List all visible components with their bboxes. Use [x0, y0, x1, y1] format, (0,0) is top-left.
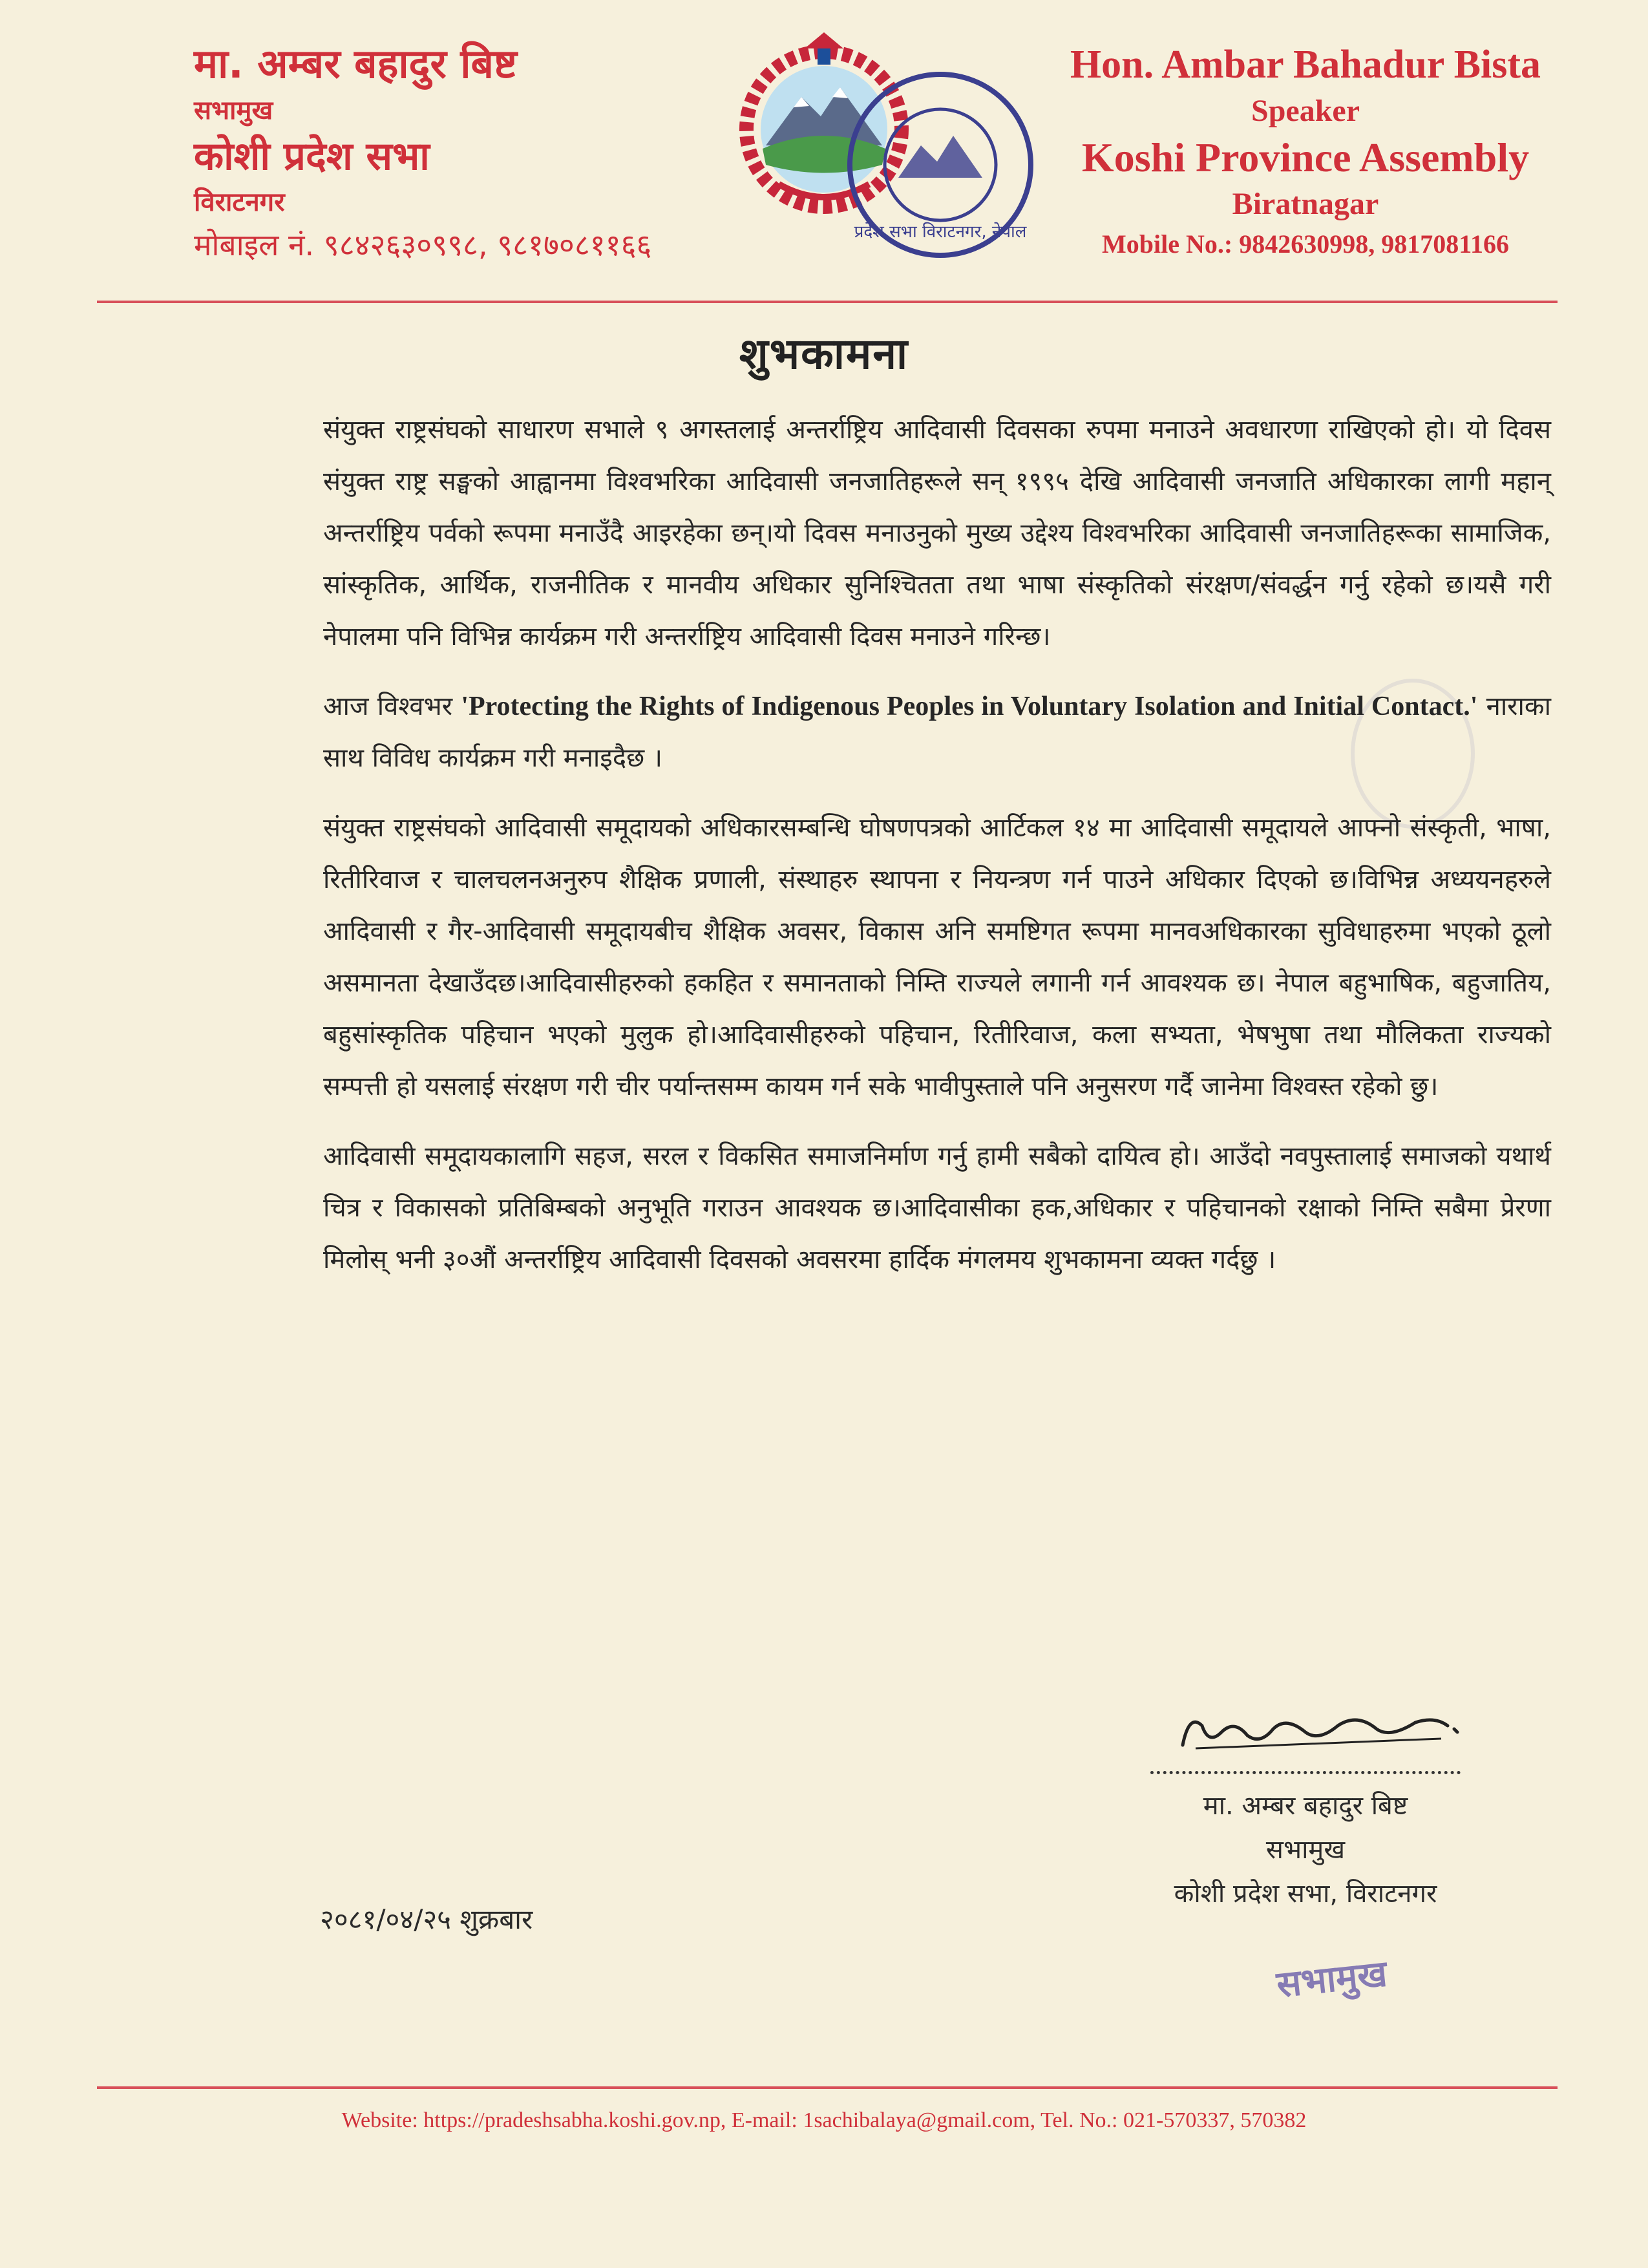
handwritten-signature — [1144, 1700, 1506, 1765]
signature-line — [1150, 1771, 1461, 1774]
header-left-role: सभामुख — [194, 96, 273, 125]
header-left-name: मा. अम्बर बहादुर बिष्ट — [194, 40, 518, 87]
header-right-role: Speaker — [1251, 94, 1360, 128]
header-divider — [97, 301, 1558, 303]
paragraph-2 — [323, 681, 1551, 784]
header-right-city: Biratnagar — [1232, 187, 1379, 221]
footer-divider — [97, 2086, 1558, 2089]
header-left-assembly: कोशी प्रदेश सभा — [194, 134, 430, 179]
speaker-stamp: सभामुख — [1274, 1953, 1389, 2006]
theme-quote: 'Protecting the Rights of Indigenous Peoples in Voluntary Isolation and Initial Contact.' — [461, 692, 1478, 721]
signatory-block — [1112, 1784, 1499, 1916]
header-left-city: विराटनगर — [194, 187, 285, 217]
header-right-assembly: Koshi Province Assembly — [1081, 134, 1530, 180]
paragraph-1: संयुक्त राष्ट्रसंघको साधारण सभाले ९ अगस्तलाई अन्तर्राष्ट्रिय आदिवासी दिवसका रुपमा मनाउने अवधारणा राखिएको हो। यो दिवस संयुक्त राष्ट्र सङ्घको आह्वानमा विश्वभरिका आदिवासी जनजातिहरूले सन् १९९५ देखि आदिवासी जनजाति अधिकारका लागी महान् अन्तर्राष्ट्रिय पर्वको रूपमा मनाउँदै आइरहेका छन्।यो दिवस मनाउनुको मुख्य उद्देश्य विश्वभरिका आदिवासी जनजातिहरूका सामाजिक, सांस्कृतिक, आर्थिक, राजनीतिक र मानवीय अधिकार सुनिश्चितता तथा भाषा संस्कृतिको संरक्षण/संवर्द्धन गर्नु रहेको छ।यसै गरी नेपालमा पनि विभिन्न कार्यक्रम गरी अन्तर्राष्ट्रिय आदिवासी दिवस मनाउने गरिन्छ। — [323, 415, 1551, 652]
signatory-name: मा. अम्बर बहादुर बिष्ट — [1203, 1791, 1408, 1821]
header-right-name: Hon. Ambar Bahadur Bista — [1070, 43, 1541, 87]
paragraph-2-suffix: नाराका साथ विविध कार्यक्रम गरी मनाइदैछ । — [323, 692, 1551, 773]
signatory-office: कोशी प्रदेश सभा, विराटनगर — [1174, 1879, 1437, 1909]
letter-date: २०८१/०४/२५ शुक्रबार — [320, 1903, 533, 1935]
assembly-seal-icon — [843, 68, 1037, 262]
letter-title: शुभकामना — [739, 329, 909, 379]
header-right — [1028, 37, 1583, 265]
header-left-mobile: मोबाइल नं. ९८४२६३०९९८, ९८१७०८११६६ — [194, 228, 652, 262]
seal-text: प्रदेश सभा विराटनगर, नेपाल — [854, 222, 1027, 242]
signatory-role: सभामुख — [1265, 1835, 1346, 1865]
letter-body — [323, 404, 1551, 1304]
paragraph-4: आदिवासी समूदायकालागि सहज, सरल र विकसित समाजनिर्माण गर्नु हामी सबैको दायित्व हो। आउँदो नवपुस्तालाई समाजको यथार्थ चित्र र विकासको प्रतिबिम्बको अनुभूति गराउन आवश्यक छ।आदिवासीका हक,अधिकार र पहिचानको रक्षाको निम्ति सबैमा प्रेरणा मिलोस् भनी ३०औं अन्तर्राष्ट्रिय आदिवासी दिवसको अवसरमा हार्दिक मंगलमय शुभकामना व्यक्त गर्दछु । — [323, 1141, 1551, 1275]
footer-contact: Website: https://pradeshsabha.koshi.gov.np, E-mail: 1sachibalaya@gmail.com, Tel. No.: 021-570337, 570382 — [341, 2108, 1307, 2132]
paragraph-3: संयुक्त राष्ट्रसंघको आदिवासी समूदायको अधिकारसम्बन्धि घोषणपत्रको आर्टिकल १४ मा आदिवासी समूदायले आफ्नो संस्कृती, भाषा, रितीरिवाज र चालचलनअनुरुप शैक्षिक प्रणाली, संस्थाहरु स्थापना र नियन्त्रण गर्न पाउने अधिकार दिएको छ।विभिन्न अध्ययनहरुले आदिवासी र गैर-आदिवासी समूदायबीच शैक्षिक अवसर, विकास अनि समष्टिगत रूपमा मानवअधिकारका सुविधाहरुमा भएको ठूलो असमानता देखाउँदछ।आदिवासीहरुको हकहित र समानताको निम्ति राज्यले लगानी गर्न आवश्यक छ। नेपाल बहुभाषिक, बहुजातिय, बहुसांस्कृतिक पहिचान भएको मुलुक हो।आदिवासीहरुको पहिचान, रितीरिवाज, कला सभ्यता, भेषभुषा तथा मौलिकता राज्यको सम्पत्ती हो यसलाई संरक्षण गरी चीर पर्यान्तसम्म कायम गर्न सके भावीपुस्ताले पनि अनुसरण गर्दै जानेमा विश्वस्त रहेको छु। — [323, 813, 1551, 1101]
paragraph-2-prefix: आज विश्वभर — [323, 692, 453, 721]
header-right-mobile: Mobile No.: 9842630998, 9817081166 — [1102, 229, 1509, 259]
